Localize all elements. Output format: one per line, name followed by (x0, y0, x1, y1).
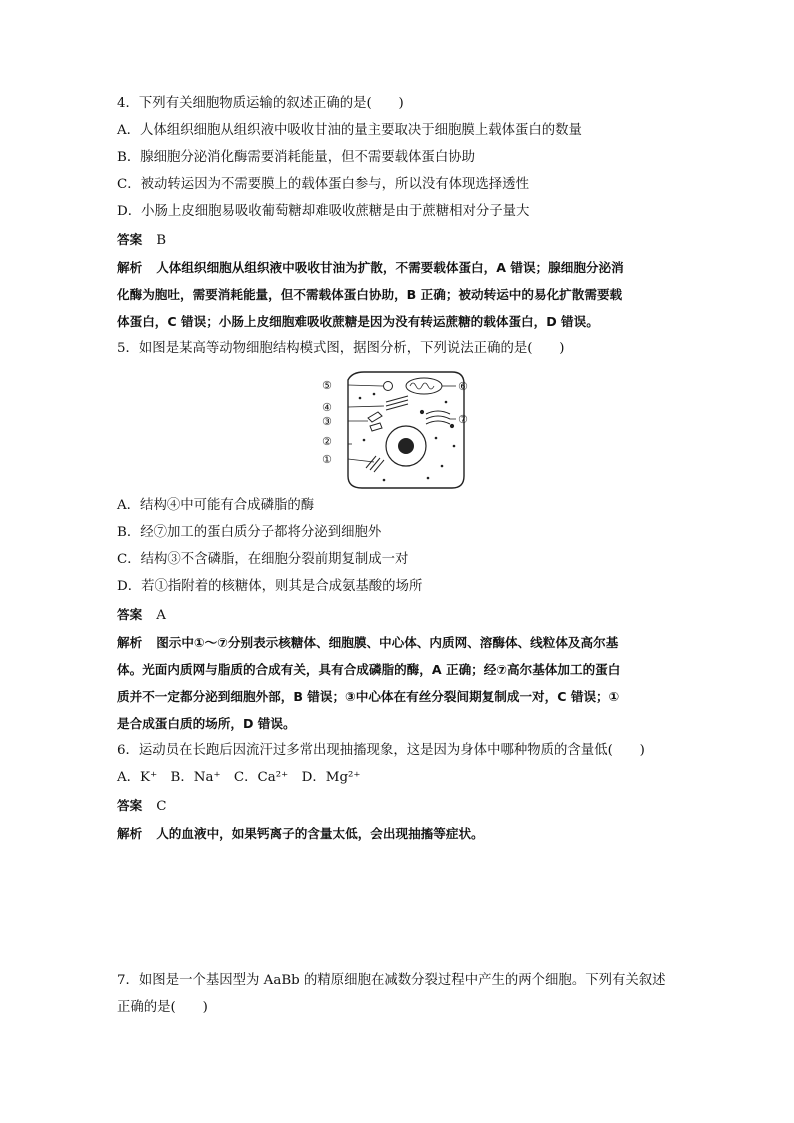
q5-analysis-line-2: 体。光面内质网与脂质的合成有关，具有合成磷脂的酶，A 正确；经⑦高尔基体加工的蛋白 (117, 662, 621, 677)
q5-option-c: C．结构③不含磷脂，在细胞分裂前期复制成一对 (117, 552, 409, 567)
q4-answer-label: 答案 (117, 232, 143, 247)
q4-analysis-line-1: 解析 人体组织细胞从组织液中吸收甘油为扩散，不需要载体蛋白，A 错误；腺细胞分泌消 (117, 260, 624, 275)
golgi-apparatus (420, 410, 453, 427)
cell-membrane (348, 372, 464, 488)
q5-stem: 5．如图是某高等动物细胞结构模式图，据图分析，下列说法正确的是( ) (117, 341, 565, 356)
q6-analysis-label: 解析 (117, 826, 143, 841)
q5-option-a: A．结构④中可能有合成磷脂的酶 (117, 498, 315, 513)
animal-cell-diagram (318, 366, 478, 494)
q7-stem-line-1: 7．如图是一个基因型为 AaBb 的精原细胞在减数分裂过程中产生的两个细胞。下列有关叙述 (117, 973, 666, 988)
diagram-label-2: ② (322, 435, 332, 448)
lysosome (384, 382, 393, 391)
q5-analysis-label: 解析 (117, 635, 143, 650)
q6-answer-value: C (156, 799, 167, 814)
q4-option-d: D．小肠上皮细胞易吸收葡萄糖却难吸收蔗糖是由于蔗糖相对分子量大 (117, 204, 530, 219)
q4-stem: 4．下列有关细胞物质运输的叙述正确的是( ) (117, 96, 404, 111)
q5-analysis-line-4: 是合成蛋白质的场所，D 错误。 (117, 716, 296, 731)
diagram-label-5: ⑤ (322, 379, 332, 392)
diagram-label-7: ⑦ (458, 413, 468, 426)
q5-analysis-line-1: 解析 图示中①～⑦分别表示核糖体、细胞膜、中心体、内质网、溶酶体、线粒体及高尔基 (117, 635, 619, 650)
q6-stem: 6．运动员在长跑后因流汗过多常出现抽搐现象，这是因为身体中哪种物质的含量低( ) (117, 743, 645, 758)
q6-analysis-line-1: 解析 人的血液中，如果钙离子的含量太低，会出现抽搐等症状。 (117, 826, 484, 841)
q4-answer (117, 231, 166, 250)
q5-answer-value: A (156, 608, 166, 623)
diagram-label-1: ① (322, 453, 332, 466)
q5-option-d: D．若①指附着的核糖体，则其是合成氨基酸的场所 (117, 579, 423, 594)
q6-answer-label: 答案 (117, 798, 143, 813)
q5-answer (117, 606, 166, 625)
q4-option-b: B．腺细胞分泌消化酶需要消耗能量，但不需要载体蛋白协助 (117, 150, 475, 165)
centrosome (368, 412, 382, 431)
ribosome-er (366, 456, 384, 472)
q6-options: A．K⁺ B．Na⁺ C．Ca²⁺ D．Mg²⁺ (117, 770, 361, 785)
diagram-label-4: ④ (322, 401, 332, 414)
q4-option-a: A．人体组织细胞从组织液中吸收甘油的量主要取决于细胞膜上载体蛋白的数量 (117, 123, 582, 138)
q4-option-c: C．被动转运因为不需要膜上的载体蛋白参与，所以没有体现选择透性 (117, 177, 529, 192)
q4-analysis-label: 解析 (117, 260, 143, 275)
q4-analysis-line-3: 体蛋白，C 错误；小肠上皮细胞难吸收蔗糖是因为没有转运蔗糖的载体蛋白，D 错误。 (117, 314, 599, 329)
q5-answer-label: 答案 (117, 607, 143, 622)
q5-analysis-line-3: 质并不一定都分泌到细胞外部，B 错误；③中心体在有丝分裂间期复制成一对，C 错误；① (117, 689, 620, 704)
q7-stem-line-2: 正确的是( ) (117, 1000, 208, 1015)
endoplasmic-reticulum (386, 396, 408, 410)
q5-option-b: B．经⑦加工的蛋白质分子都将分泌到细胞外 (117, 525, 382, 540)
q4-answer-value: B (156, 233, 167, 248)
mitochondrion (406, 378, 442, 394)
diagram-label-3: ③ (322, 415, 332, 428)
q4-analysis-line-2: 化酶为胞吐，需要消耗能量，但不需载体蛋白协助，B 正确；被动转运中的易化扩散需要载 (117, 287, 623, 302)
diagram-label-6: ⑥ (458, 380, 468, 393)
nucleolus (398, 438, 414, 454)
q6-answer (117, 797, 166, 816)
